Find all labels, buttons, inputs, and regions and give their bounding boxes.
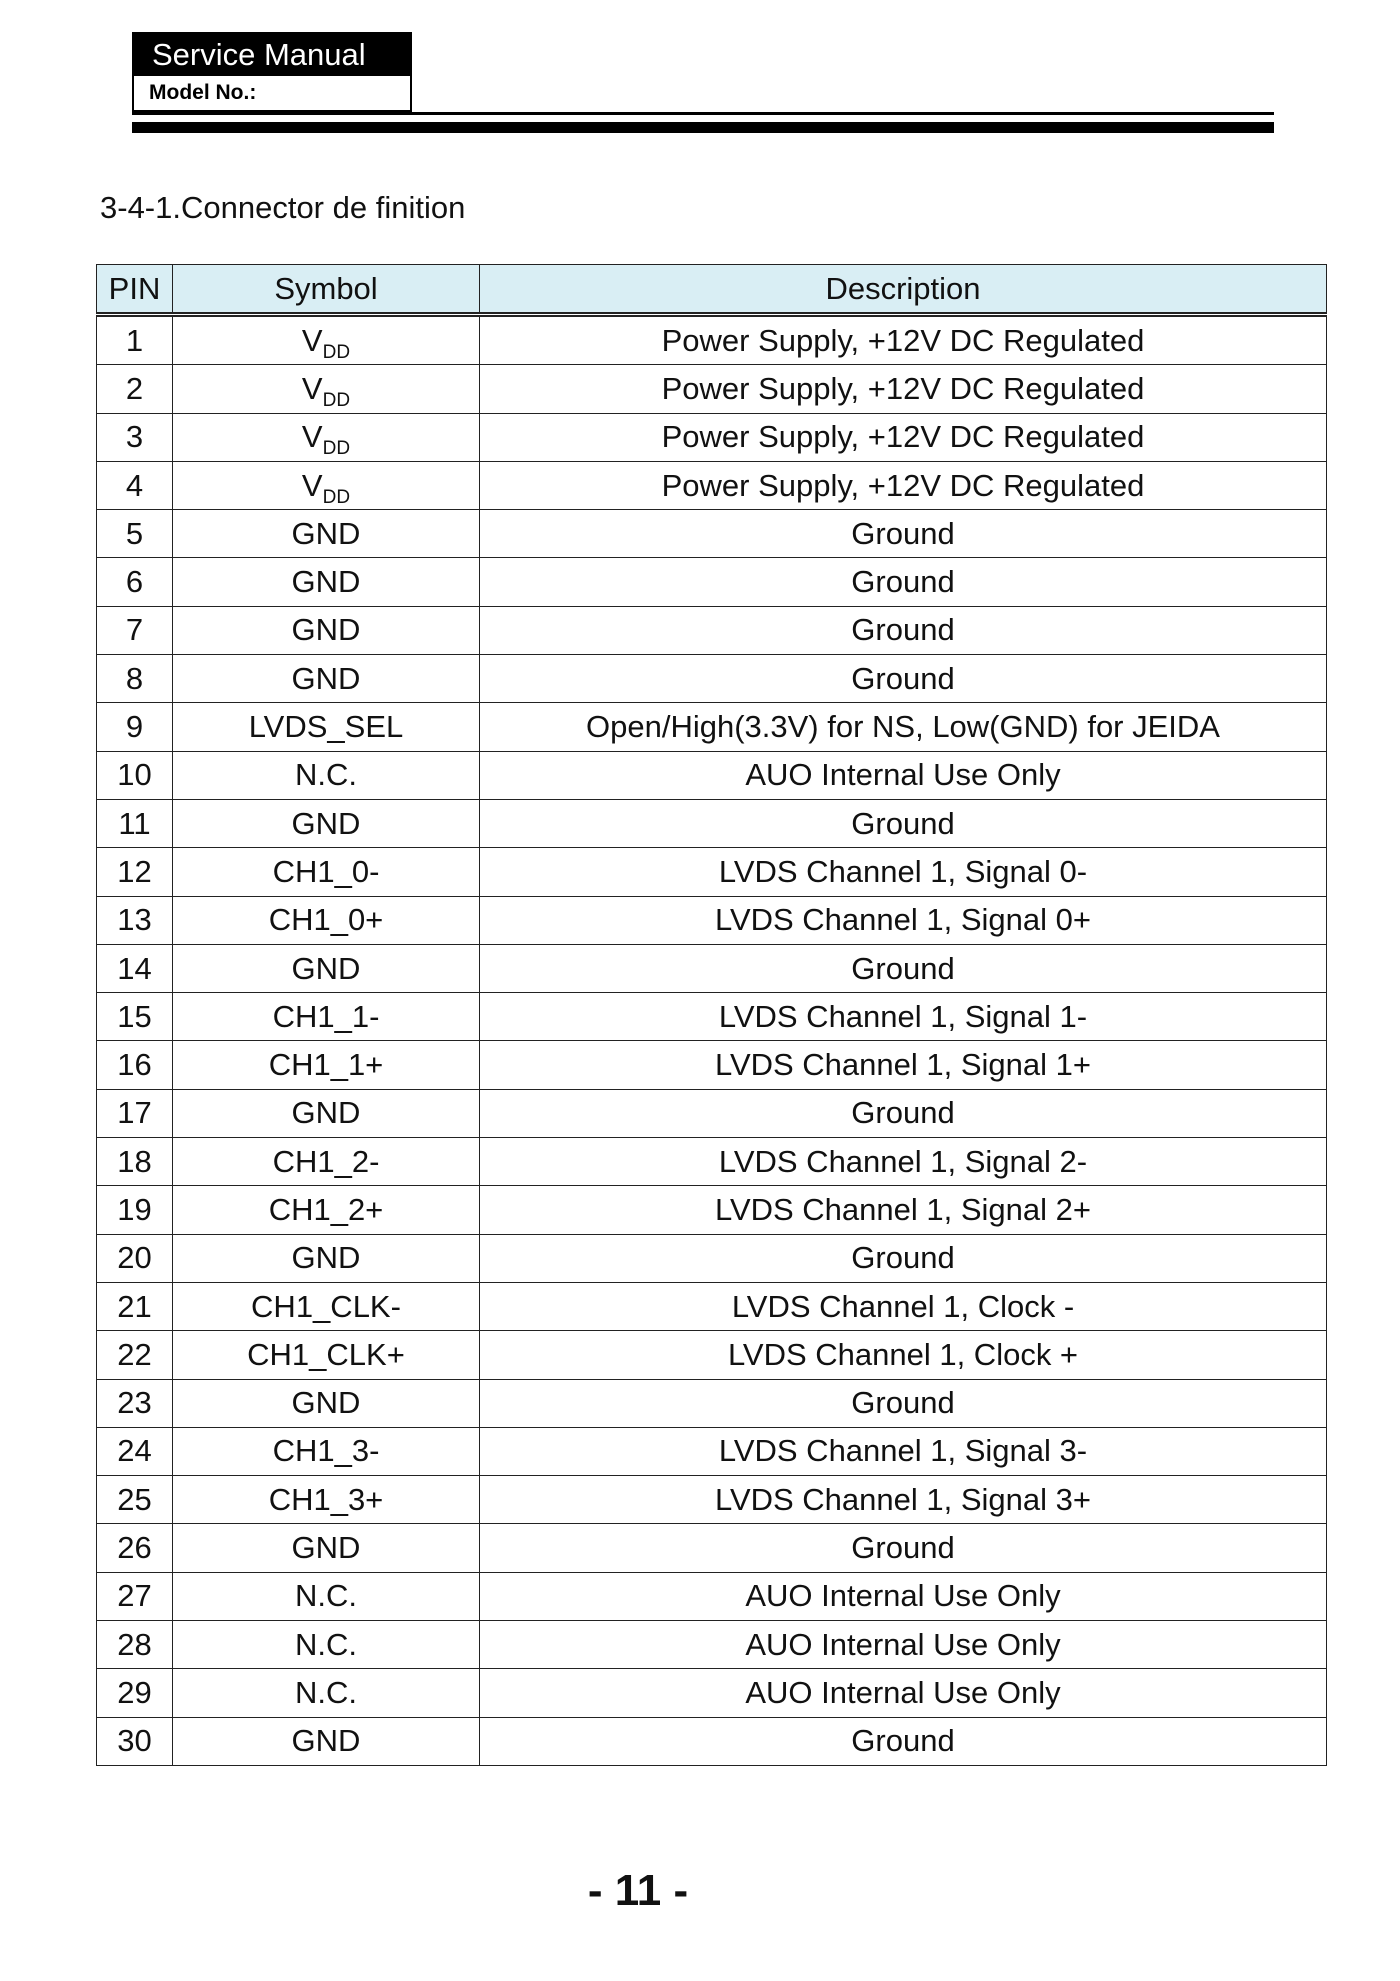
column-header-pin: PIN	[97, 265, 173, 315]
symbol-text: GND	[291, 1095, 361, 1131]
symbol-cell	[173, 1379, 480, 1427]
symbol-text: GND	[291, 1385, 361, 1421]
symbol-cell	[173, 944, 480, 992]
table-row	[97, 1089, 1327, 1137]
pin-number-cell: 10	[97, 751, 173, 799]
pin-number-cell: 6	[97, 558, 173, 606]
pin-number-cell: 4	[97, 461, 173, 509]
symbol-text: GND	[291, 660, 361, 696]
symbol-cell	[173, 1476, 480, 1524]
table-header-row	[97, 265, 1327, 315]
description-cell: LVDS Channel 1, Signal 0-	[480, 848, 1327, 896]
description-cell: LVDS Channel 1, Signal 2+	[480, 1186, 1327, 1234]
pin-number-cell: 16	[97, 1041, 173, 1089]
description-cell: LVDS Channel 1, Signal 1-	[480, 993, 1327, 1041]
description-cell: LVDS Channel 1, Signal 3+	[480, 1476, 1327, 1524]
symbol-text: GND	[291, 950, 361, 986]
table-row	[97, 1427, 1327, 1475]
symbol-cell	[173, 896, 480, 944]
description-cell: Power Supply, +12V DC Regulated	[480, 461, 1327, 509]
description-cell: LVDS Channel 1, Signal 2-	[480, 1138, 1327, 1186]
table-row	[97, 1621, 1327, 1669]
pin-number-cell: 25	[97, 1476, 173, 1524]
pin-number-cell: 27	[97, 1572, 173, 1620]
symbol-cell	[173, 1427, 480, 1475]
pin-number-cell: 28	[97, 1621, 173, 1669]
pin-number-cell: 2	[97, 365, 173, 413]
table-row	[97, 751, 1327, 799]
table-row	[97, 1282, 1327, 1330]
symbol-text: CH1_CLK-	[251, 1288, 401, 1324]
symbol-cell	[173, 703, 480, 751]
symbol-text: CH1_0+	[268, 902, 384, 938]
symbol-cell	[173, 1089, 480, 1137]
header-rule-thick	[132, 122, 1274, 133]
table-row	[97, 1476, 1327, 1524]
pin-number-cell: 11	[97, 799, 173, 847]
symbol-cell	[173, 993, 480, 1041]
pin-number-cell: 23	[97, 1379, 173, 1427]
description-cell: Ground	[480, 655, 1327, 703]
description-cell: Ground	[480, 606, 1327, 654]
symbol-text: N.C.	[295, 1578, 357, 1614]
table-row	[97, 896, 1327, 944]
column-header-description: Description	[480, 265, 1327, 315]
symbol-cell	[173, 1138, 480, 1186]
description-cell: Ground	[480, 799, 1327, 847]
description-cell: Ground	[480, 1524, 1327, 1572]
symbol-cell	[173, 751, 480, 799]
model-number-label: Model No.:	[149, 81, 257, 104]
table-row	[97, 799, 1327, 847]
symbol-subscript: DD	[322, 389, 351, 411]
symbol-cell	[173, 1524, 480, 1572]
symbol-subscript: DD	[322, 438, 351, 460]
table-row	[97, 461, 1327, 509]
pin-number-cell: 9	[97, 703, 173, 751]
symbol-text: CH1_2-	[272, 1143, 380, 1179]
symbol-cell	[173, 315, 480, 365]
symbol-text: GND	[291, 1240, 361, 1276]
symbol-text: V	[301, 322, 323, 358]
symbol-cell	[173, 606, 480, 654]
table-row	[97, 558, 1327, 606]
page-number: - 11 -	[587, 1866, 689, 1915]
description-cell: AUO Internal Use Only	[480, 1669, 1327, 1717]
pin-number-cell: 13	[97, 896, 173, 944]
symbol-text: CH1_1+	[268, 1047, 384, 1083]
table-row	[97, 1524, 1327, 1572]
table-row	[97, 1572, 1327, 1620]
description-cell: Ground	[480, 510, 1327, 558]
symbol-text: GND	[291, 564, 361, 600]
pin-number-cell: 20	[97, 1234, 173, 1282]
symbol-text: CH1_3-	[272, 1433, 380, 1469]
description-cell: Ground	[480, 1717, 1327, 1765]
symbol-cell	[173, 1621, 480, 1669]
table-row	[97, 315, 1327, 365]
table-row	[97, 1331, 1327, 1379]
pin-number-cell: 24	[97, 1427, 173, 1475]
symbol-cell	[173, 1234, 480, 1282]
description-cell: AUO Internal Use Only	[480, 1621, 1327, 1669]
pin-number-cell: 19	[97, 1186, 173, 1234]
pin-number-cell: 30	[97, 1717, 173, 1765]
table-row	[97, 1041, 1327, 1089]
pin-number-cell: 21	[97, 1282, 173, 1330]
symbol-subscript: DD	[322, 341, 351, 363]
table-row	[97, 1717, 1327, 1765]
symbol-text: GND	[291, 1723, 361, 1759]
pin-number-cell: 26	[97, 1524, 173, 1572]
description-cell: Ground	[480, 1234, 1327, 1282]
pin-number-cell: 15	[97, 993, 173, 1041]
table-row	[97, 413, 1327, 461]
table-row	[97, 944, 1327, 992]
description-cell: Ground	[480, 558, 1327, 606]
table-row	[97, 848, 1327, 896]
pin-number-cell: 12	[97, 848, 173, 896]
table-body	[97, 315, 1327, 1766]
symbol-text: GND	[291, 1530, 361, 1566]
description-cell: Power Supply, +12V DC Regulated	[480, 365, 1327, 413]
pin-number-cell: 18	[97, 1138, 173, 1186]
description-cell: LVDS Channel 1, Signal 3-	[480, 1427, 1327, 1475]
symbol-cell	[173, 848, 480, 896]
symbol-cell	[173, 655, 480, 703]
symbol-text: LVDS_SEL	[248, 709, 404, 745]
symbol-text: CH1_0-	[272, 853, 380, 889]
table-row	[97, 993, 1327, 1041]
description-cell: AUO Internal Use Only	[480, 1572, 1327, 1620]
pin-number-cell: 1	[97, 315, 173, 365]
service-manual-header	[132, 32, 412, 112]
header-rule-thin	[132, 112, 1274, 115]
description-cell: Ground	[480, 944, 1327, 992]
symbol-cell	[173, 558, 480, 606]
pin-number-cell: 3	[97, 413, 173, 461]
symbol-text: N.C.	[295, 1626, 357, 1662]
symbol-text: CH1_2+	[268, 1191, 384, 1227]
description-cell: Power Supply, +12V DC Regulated	[480, 413, 1327, 461]
symbol-text: N.C.	[295, 757, 357, 793]
table-row	[97, 1138, 1327, 1186]
symbol-text: CH1_1-	[272, 998, 380, 1034]
pin-number-cell: 5	[97, 510, 173, 558]
symbol-cell	[173, 799, 480, 847]
table-row	[97, 1186, 1327, 1234]
symbol-subscript: DD	[322, 486, 351, 508]
table-row	[97, 365, 1327, 413]
description-cell: Ground	[480, 1379, 1327, 1427]
symbol-cell	[173, 1282, 480, 1330]
symbol-cell	[173, 510, 480, 558]
pin-number-cell: 8	[97, 655, 173, 703]
table-row	[97, 655, 1327, 703]
symbol-text: N.C.	[295, 1674, 357, 1710]
description-cell: Power Supply, +12V DC Regulated	[480, 315, 1327, 365]
symbol-text: GND	[291, 612, 361, 648]
symbol-text: GND	[291, 515, 361, 551]
symbol-cell	[173, 1186, 480, 1234]
description-cell: LVDS Channel 1, Clock +	[480, 1331, 1327, 1379]
symbol-cell	[173, 1717, 480, 1765]
pin-number-cell: 14	[97, 944, 173, 992]
pin-number-cell: 22	[97, 1331, 173, 1379]
table-row	[97, 1379, 1327, 1427]
table-row	[97, 1669, 1327, 1717]
description-cell: Open/High(3.3V) for NS, Low(GND) for JEIDA	[480, 703, 1327, 751]
symbol-text: V	[301, 370, 323, 406]
symbol-text: GND	[291, 805, 361, 841]
symbol-text: CH1_CLK+	[247, 1336, 405, 1372]
symbol-text: V	[301, 467, 323, 503]
symbol-text: V	[301, 419, 323, 455]
table-row	[97, 510, 1327, 558]
symbol-cell	[173, 1572, 480, 1620]
manual-title: Service Manual	[134, 34, 410, 76]
symbol-cell	[173, 1041, 480, 1089]
symbol-cell	[173, 461, 480, 509]
pin-number-cell: 29	[97, 1669, 173, 1717]
table-row	[97, 606, 1327, 654]
pin-number-cell: 17	[97, 1089, 173, 1137]
table-row	[97, 1234, 1327, 1282]
description-cell: LVDS Channel 1, Signal 0+	[480, 896, 1327, 944]
description-cell: LVDS Channel 1, Clock -	[480, 1282, 1327, 1330]
pin-definition-table	[96, 264, 1327, 1766]
symbol-cell	[173, 1331, 480, 1379]
symbol-cell	[173, 365, 480, 413]
symbol-cell	[173, 413, 480, 461]
symbol-cell	[173, 1669, 480, 1717]
pin-number-cell: 7	[97, 606, 173, 654]
symbol-text: CH1_3+	[268, 1481, 384, 1517]
column-header-symbol: Symbol	[173, 265, 480, 315]
description-cell: Ground	[480, 1089, 1327, 1137]
table-row	[97, 703, 1327, 751]
section-title: 3-4-1.Connector de finition	[100, 190, 466, 225]
description-cell: LVDS Channel 1, Signal 1+	[480, 1041, 1327, 1089]
description-cell: AUO Internal Use Only	[480, 751, 1327, 799]
